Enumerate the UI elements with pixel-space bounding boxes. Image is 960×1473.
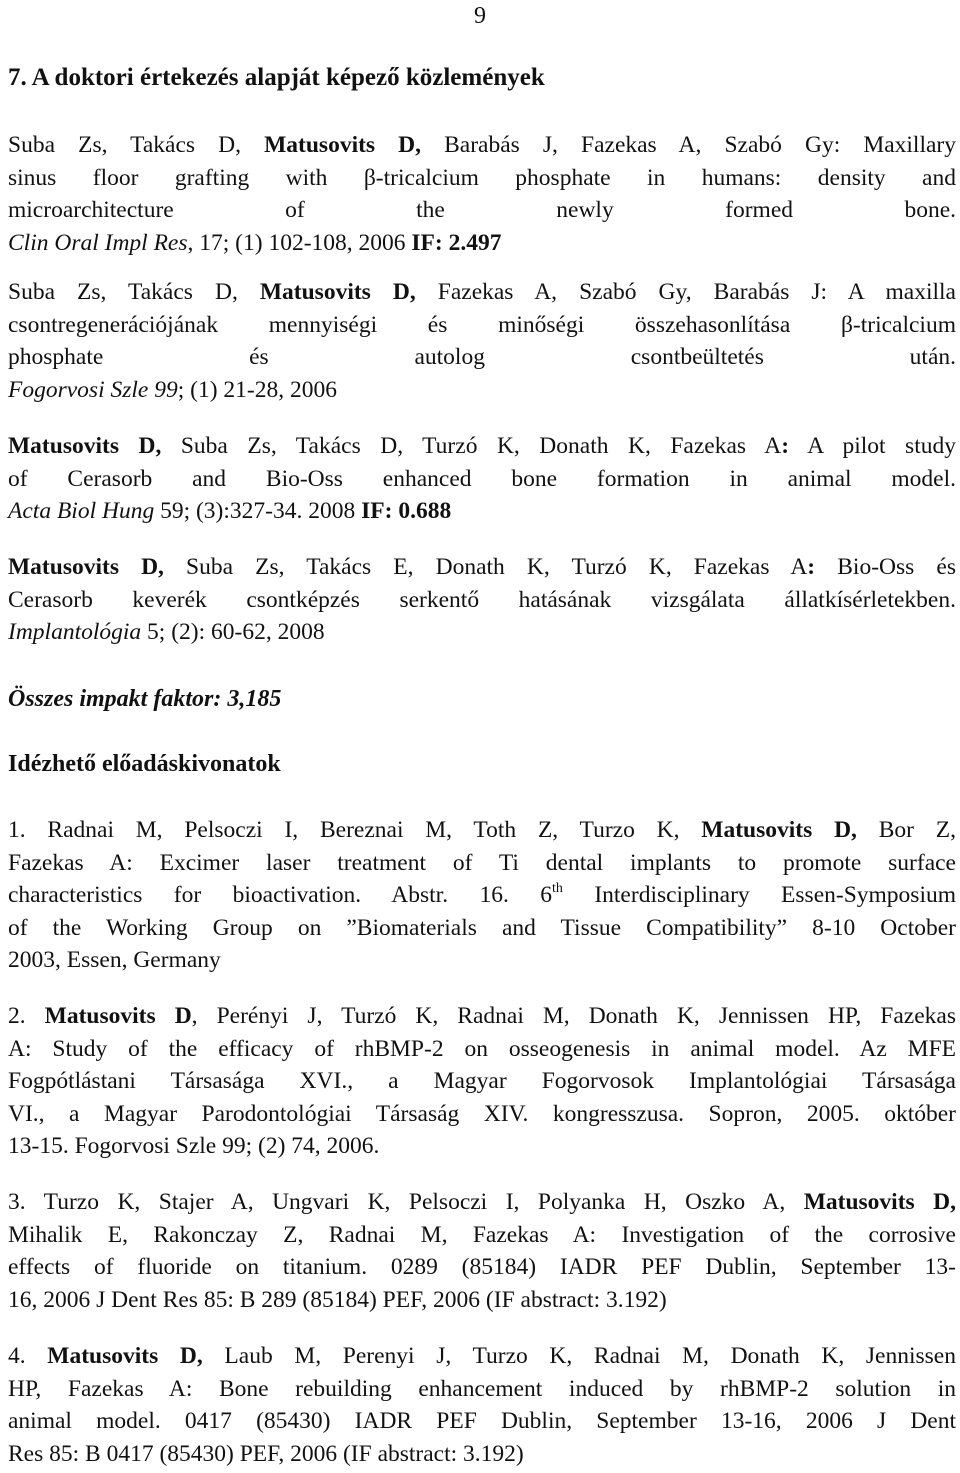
entry-line xyxy=(8,584,956,617)
entry-text: 2003, Essen, Germany xyxy=(8,947,221,974)
entry-line xyxy=(8,162,956,195)
entry-text: Fazekas A, Szabó Gy, Barabás J: A maxilla xyxy=(415,279,956,305)
entry-line xyxy=(8,1219,956,1252)
entry-text: Suba Zs, Takács D, xyxy=(8,132,265,158)
entry-line xyxy=(8,1405,956,1438)
entry-text: ; (1) 21-28, 2006 xyxy=(177,376,337,403)
entry-text: HP, Fazekas A: Bone rebuilding enhancement induced by rhBMP-2 solution in xyxy=(8,1375,956,1402)
entry-line xyxy=(8,1130,956,1163)
author-name-bold: Matusovits D, xyxy=(47,1343,203,1369)
entry-text: of Cerasorb and Bio-Oss enhanced bone formation in animal model. xyxy=(8,465,956,492)
entry-text: animal model. 0417 (85430) IADR PEF Dublin, September 13-16, 2006 J Dent xyxy=(8,1408,956,1435)
abstract-entry xyxy=(8,1186,956,1316)
entry-text: Suba Zs, Takács D, Turzó K, Donath K, Fazekas A xyxy=(161,433,782,459)
entry-text: Fogpótlástani Társasága XVI., a Magyar Fogorvosok Implantológiai Társasága xyxy=(8,1068,956,1095)
author-name-bold: : xyxy=(807,554,816,580)
entry-text: characteristics for bioactivation. Abstr. 16. 6 xyxy=(8,882,553,909)
entry-text: 16, 2006 J Dent Res 85: B 289 (85184) PEF, 2006 (IF abstract: 3.192) xyxy=(8,1286,667,1313)
entry-text: VI., a Magyar Parodontológiai Társaság XIV. kongresszusa. Sopron, 2005. október xyxy=(8,1100,956,1127)
entry-line xyxy=(8,430,956,463)
entry-text: 5; (2): 60-62, 2008 xyxy=(141,619,325,646)
entry-text: A: Study of the efficacy of rhBMP-2 on osseogenesis in animal model. Az MFE xyxy=(8,1035,956,1062)
entry-text: sinus floor grafting with β-tricalcium phosphate in humans: density and xyxy=(8,164,956,191)
entry-text: microarchitecture of the newly formed bone. xyxy=(8,197,956,224)
entry-text: 2. xyxy=(8,1003,45,1029)
author-name-bold: Matusovits D, xyxy=(259,279,416,305)
entry-text: Laub M, Perenyi J, Turzo K, Radnai M, Donath K, Jennissen xyxy=(202,1343,956,1369)
entry-text: of the Working Group on ”Biomaterials and Tissue Compatibility” 8-10 October xyxy=(8,914,956,941)
author-name-bold: Matusovits D xyxy=(44,1003,192,1029)
entry-text: th xyxy=(552,881,563,897)
entry-line xyxy=(8,463,956,496)
publication-entry xyxy=(8,430,956,528)
entry-text: Bio-Oss és xyxy=(815,554,956,580)
entry-line xyxy=(8,1033,956,1066)
author-name-bold: IF: 2.497 xyxy=(411,229,502,256)
section-heading: 7. A doktori értekezés alapját képező közlemények xyxy=(8,64,545,91)
journal-title: Acta Biol Hung xyxy=(8,498,155,525)
entry-text: Barabás J, Fazekas A, Szabó Gy: Maxillary xyxy=(421,132,956,158)
entry-line xyxy=(8,1098,956,1131)
entry-text: Cerasorb keverék csontképzés serkentő hatásának vizsgálata állatkísérletekben. xyxy=(8,586,956,613)
entry-line xyxy=(8,194,956,227)
entry-line xyxy=(8,495,956,528)
entry-line xyxy=(8,1438,956,1471)
impact-factor-summary: Összes impakt faktor: 3,185 xyxy=(8,686,282,712)
entry-text: Interdisciplinary Essen-Symposium xyxy=(562,882,957,909)
entry-line xyxy=(8,374,956,407)
entry-line xyxy=(8,616,956,649)
entry-text: Fazekas A: Excimer laser treatment of Ti dental implants to promote surface xyxy=(8,849,956,876)
entry-line xyxy=(8,341,956,374)
entry-text: , 17; (1) 102-108, 2006 xyxy=(187,229,412,256)
entry-line xyxy=(8,1284,956,1317)
entry-text: Res 85: B 0417 (85430) PEF, 2006 (IF abstract: 3.192) xyxy=(8,1440,524,1467)
author-name-bold: Matusovits D, xyxy=(264,132,422,158)
entry-line xyxy=(8,879,956,912)
entry-text: A pilot study xyxy=(789,433,956,459)
abstract-entry xyxy=(8,1340,956,1470)
entry-line xyxy=(8,1186,956,1219)
author-name-bold: Matusovits D, xyxy=(803,1189,956,1215)
entry-text: 3. Turzo K, Stajer A, Ungvari K, Pelsoczi I, Polyanka H, Oszko A, xyxy=(8,1189,804,1215)
entry-line xyxy=(8,944,956,977)
publication-entry xyxy=(8,551,956,649)
author-name-bold: IF: 0.688 xyxy=(361,498,452,525)
entry-line xyxy=(8,1340,956,1373)
entry-line xyxy=(8,309,956,342)
entry-text: 4. xyxy=(8,1343,48,1369)
entry-text: 1. Radnai M, Pelsoczi I, Bereznai M, Toth Z, Turzo K, xyxy=(8,817,702,843)
abstracts-heading: Idézhető előadáskivonatok xyxy=(8,751,281,777)
entry-text: csontregenerációjának mennyiségi és minőségi összehasonlítása β-tricalcium xyxy=(8,311,956,338)
entry-text: Suba Zs, Takács E, Donath K, Turzó K, Fazekas A xyxy=(163,554,808,580)
entry-text: 59; (3):327-34. 2008 xyxy=(154,498,362,525)
entry-text: Mihalik E, Rakonczay Z, Radnai M, Fazekas A: Investigation of the corrosive xyxy=(8,1221,956,1248)
journal-title: Fogorvosi Szle 99 xyxy=(8,376,178,403)
page-number: 9 xyxy=(474,3,486,29)
entry-text: phosphate és autolog csontbeültetés után. xyxy=(8,344,956,371)
abstract-entry xyxy=(8,1000,956,1163)
entry-text: effects of fluoride on titanium. 0289 (85184) IADR PEF Dublin, September 13- xyxy=(8,1254,956,1281)
entry-line xyxy=(8,912,956,945)
publication-entry xyxy=(8,276,956,406)
entry-text: 13-15. Fogorvosi Szle 99; (2) 74, 2006. xyxy=(8,1133,380,1160)
entry-line xyxy=(8,551,956,584)
author-name-bold: Matusovits D, xyxy=(8,554,164,580)
journal-title: Clin Oral Impl Res xyxy=(8,229,188,256)
publication-entry xyxy=(8,129,956,259)
entry-line xyxy=(8,1373,956,1406)
entry-line xyxy=(8,1251,956,1284)
author-name-bold: : xyxy=(781,433,790,459)
entry-line xyxy=(8,129,956,162)
journal-title: Implantológia xyxy=(8,619,142,646)
entry-line xyxy=(8,847,956,880)
author-name-bold: Matusovits D, xyxy=(8,433,162,459)
entry-line xyxy=(8,1000,956,1033)
entry-line xyxy=(8,276,956,309)
entry-line xyxy=(8,1065,956,1098)
entry-line xyxy=(8,227,956,260)
entry-text: Suba Zs, Takács D, xyxy=(8,279,260,305)
entry-line xyxy=(8,814,956,847)
entry-text: , Perényi J, Turzó K, Radnai M, Donath K, Jennissen HP, Fazekas xyxy=(191,1003,956,1029)
entry-text: Bor Z, xyxy=(856,817,956,843)
author-name-bold: Matusovits D, xyxy=(701,817,857,843)
abstract-entry xyxy=(8,814,956,977)
